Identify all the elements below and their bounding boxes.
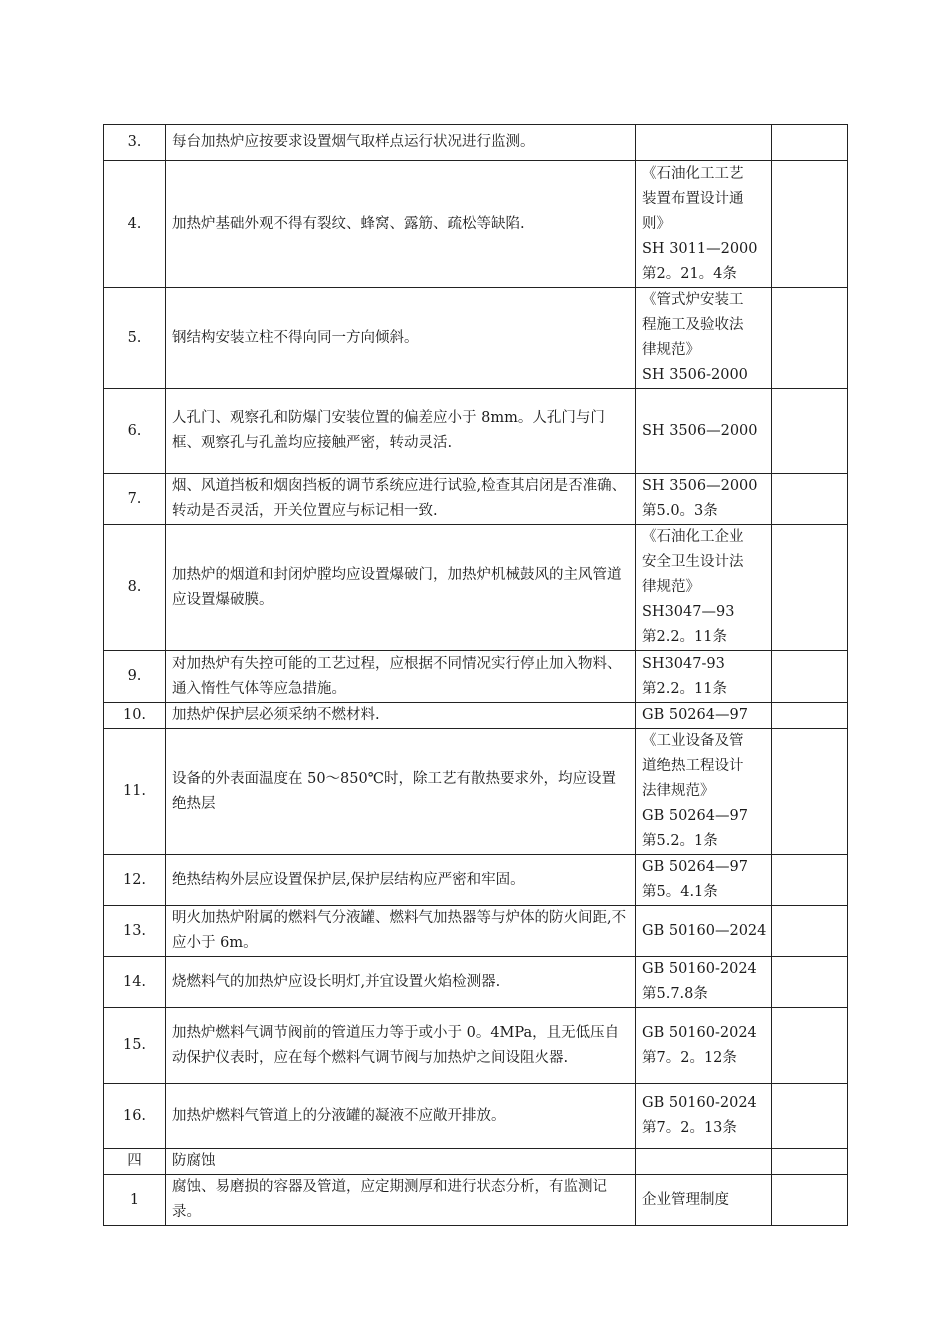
standard-reference-line: 第5.7.8条 <box>642 986 708 1002</box>
standard-reference-line: 第5.0。3条 <box>642 503 718 519</box>
requirement-text: 防腐蚀 <box>166 1149 636 1175</box>
item-number: 6. <box>104 389 166 474</box>
result-cell <box>772 288 848 389</box>
standard-reference-line: 则》 <box>642 215 671 232</box>
standard-reference <box>636 957 772 1008</box>
item-number: 7. <box>104 474 166 525</box>
result-cell <box>772 1175 848 1226</box>
table-row <box>104 651 848 703</box>
result-cell <box>772 1008 848 1084</box>
table-row <box>104 125 848 161</box>
standard-reference-line: 道绝热工程设计 <box>642 758 744 774</box>
standard-reference-line: GB 50264—97 <box>642 707 748 723</box>
standard-reference <box>636 703 772 729</box>
table-row <box>104 703 848 729</box>
result-cell <box>772 651 848 703</box>
requirement-text: 加热炉燃料气调节阀前的管道压力等于或小于 0。4MPa，且无低压自动保护仪表时，应在每个燃料气调节阀与加热炉之间设阻火器. <box>166 1008 636 1084</box>
table-row <box>104 1084 848 1149</box>
result-cell <box>772 1149 848 1175</box>
table-row <box>104 957 848 1008</box>
standard-reference-line: 法律规范》 <box>642 783 715 799</box>
standard-reference-line: 《石油化工企业 <box>642 529 744 545</box>
requirement-text: 加热炉的烟道和封闭炉膛均应设置爆破门，加热炉机械鼓风的主风管道应设置爆破膜。 <box>166 525 636 651</box>
result-cell <box>772 1084 848 1149</box>
inspection-table-body <box>104 125 848 1226</box>
standard-reference <box>636 125 772 161</box>
standard-reference-line: SH3047—93 <box>642 604 735 620</box>
standard-reference-line: SH 3506—2000 <box>642 422 758 439</box>
table-row <box>104 855 848 906</box>
standard-reference-line: 第2.2。11条 <box>642 680 728 697</box>
table-row <box>104 906 848 957</box>
result-cell <box>772 474 848 525</box>
item-number: 16. <box>104 1084 166 1149</box>
requirement-text: 加热炉燃料气管道上的分液罐的凝液不应敞开排放。 <box>166 1084 636 1149</box>
standard-reference-line: 第5。4.1条 <box>642 884 718 900</box>
requirement-text: 设备的外表面温度在 50～850℃时，除工艺有散热要求外，均应设置绝热层 <box>166 729 636 855</box>
standard-reference-line: GB 50160-2024 <box>642 961 757 977</box>
item-number: 9. <box>104 651 166 703</box>
requirement-text: 腐蚀、易磨损的容器及管道，应定期测厚和进行状态分析，有监测记录。 <box>166 1175 636 1226</box>
standard-reference <box>636 729 772 855</box>
table-row <box>104 729 848 855</box>
item-number: 15. <box>104 1008 166 1084</box>
requirement-text: 对加热炉有失控可能的工艺过程，应根据不同情况实行停止加入物料、通入惰性气体等应急措施。 <box>166 651 636 703</box>
standard-reference-line: SH3047-93 <box>642 655 725 672</box>
standard-reference-line: 第7。2。13条 <box>642 1120 737 1136</box>
table-row <box>104 389 848 474</box>
standard-reference <box>636 288 772 389</box>
result-cell <box>772 161 848 288</box>
standard-reference <box>636 1008 772 1084</box>
standard-reference-line: 《工业设备及管 <box>642 733 744 749</box>
standard-reference-line: GB 50160-2024 <box>642 1024 757 1041</box>
item-number: 3. <box>104 125 166 161</box>
item-number: 10. <box>104 703 166 729</box>
table-row <box>104 474 848 525</box>
result-cell <box>772 525 848 651</box>
item-number: 四 <box>104 1149 166 1175</box>
requirement-text: 加热炉保护层必须采纳不燃材料. <box>166 703 636 729</box>
table-row <box>104 1175 848 1226</box>
requirement-text: 每台加热炉应按要求设置烟气取样点运行状况进行监测。 <box>166 125 636 161</box>
item-number: 11. <box>104 729 166 855</box>
standard-reference <box>636 1175 772 1226</box>
standard-reference-line: GB 50264—97 <box>642 808 748 824</box>
standard-reference <box>636 906 772 957</box>
result-cell <box>772 703 848 729</box>
standard-reference-line: 第2。21。4条 <box>642 265 737 282</box>
requirement-text: 烧燃料气的加热炉应设长明灯,并宜设置火焰检测器. <box>166 957 636 1008</box>
standard-reference-line: GB 50160—2024 <box>642 922 767 939</box>
standard-reference-line: 第2.2。11条 <box>642 629 728 645</box>
standard-reference <box>636 855 772 906</box>
result-cell <box>772 855 848 906</box>
standard-reference-line: 《石油化工工艺 <box>642 165 744 182</box>
table-row <box>104 1149 848 1175</box>
standard-reference <box>636 389 772 474</box>
table-row <box>104 1008 848 1084</box>
standard-reference-line: GB 50160-2024 <box>642 1095 757 1111</box>
standard-reference <box>636 474 772 525</box>
standard-reference-line: 律规范》 <box>642 579 700 595</box>
requirement-text: 明火加热炉附属的燃料气分液罐、燃料气加热器等与炉体的防火间距,不应小于 6m。 <box>166 906 636 957</box>
standard-reference-line: 律规范》 <box>642 342 700 358</box>
standard-reference-line: 装置布置设计通 <box>642 190 744 207</box>
item-number: 12. <box>104 855 166 906</box>
inspection-table <box>103 124 848 1226</box>
item-number: 14. <box>104 957 166 1008</box>
standard-reference-line: 第5.2。1条 <box>642 833 718 849</box>
table-row <box>104 288 848 389</box>
standard-reference <box>636 161 772 288</box>
result-cell <box>772 729 848 855</box>
standard-reference-line: SH 3011—2000 <box>642 240 758 257</box>
item-number: 8. <box>104 525 166 651</box>
item-number: 5. <box>104 288 166 389</box>
item-number: 4. <box>104 161 166 288</box>
result-cell <box>772 389 848 474</box>
standard-reference-line: SH 3506-2000 <box>642 367 748 383</box>
standard-reference <box>636 1084 772 1149</box>
table-row <box>104 525 848 651</box>
result-cell <box>772 906 848 957</box>
requirement-text: 钢结构安装立柱不得向同一方向倾斜。 <box>166 288 636 389</box>
table-row <box>104 161 848 288</box>
standard-reference-line: 企业管理制度 <box>642 1191 729 1208</box>
requirement-text: 人孔门、观察孔和防爆门安装位置的偏差应小于 8mm。人孔门与门框、观察孔与孔盖均应接触严密，转动灵活. <box>166 389 636 474</box>
requirement-text: 绝热结构外层应设置保护层,保护层结构应严密和牢固。 <box>166 855 636 906</box>
requirement-text: 加热炉基础外观不得有裂纹、蜂窝、露筋、疏松等缺陷. <box>166 161 636 288</box>
standard-reference-line: GB 50264—97 <box>642 859 748 875</box>
standard-reference <box>636 1149 772 1175</box>
item-number: 1 <box>104 1175 166 1226</box>
result-cell <box>772 957 848 1008</box>
requirement-text: 烟、风道挡板和烟囱挡板的调节系统应进行试验,检查其启闭是否准确、转动是否灵活，开关位置应与标记相一致. <box>166 474 636 525</box>
standard-reference-line: 安全卫生设计法 <box>642 554 744 570</box>
standard-reference-line: 程施工及验收法 <box>642 317 744 333</box>
standard-reference-line: SH 3506—2000 <box>642 478 758 494</box>
standard-reference <box>636 525 772 651</box>
standard-reference <box>636 651 772 703</box>
standard-reference-line: 第7。2。12条 <box>642 1049 737 1066</box>
item-number: 13. <box>104 906 166 957</box>
standard-reference-line: 《管式炉安装工 <box>642 292 744 308</box>
result-cell <box>772 125 848 161</box>
